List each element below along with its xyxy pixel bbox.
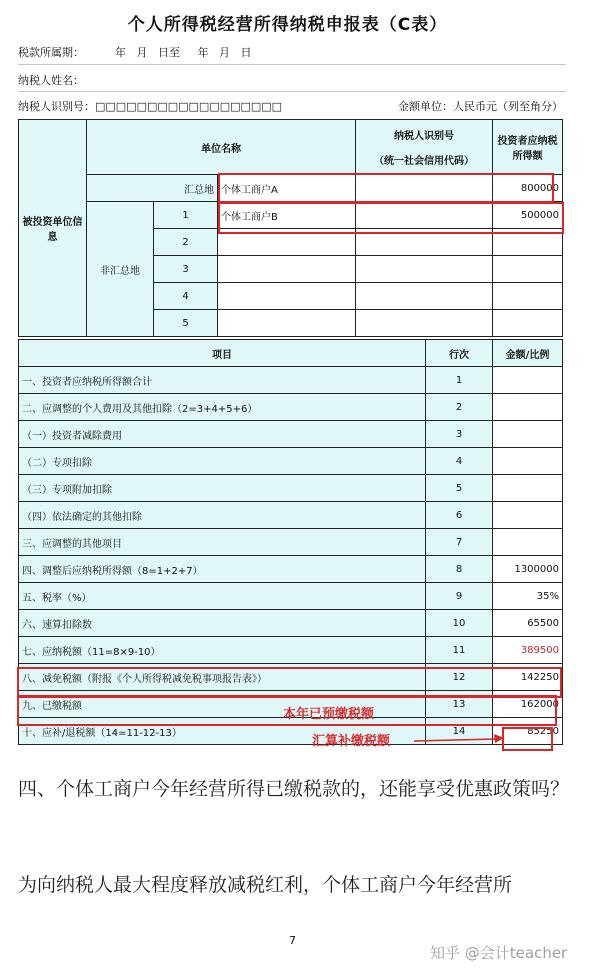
col-unit-name: 单位名称 — [87, 120, 356, 175]
item-label: 四、调整后应纳税所得额（8=1+2+7） — [19, 556, 426, 583]
summary-unit-name[interactable]: 个体工商户A — [218, 175, 356, 202]
line-no: 10 — [426, 610, 493, 637]
line-no: 3 — [426, 421, 493, 448]
arrow-icon — [414, 733, 506, 747]
line-no: 4 — [426, 448, 493, 475]
amount-cell[interactable] — [493, 421, 563, 448]
item-label: （四）依法确定的其他扣除 — [19, 502, 426, 529]
line-no: 14 — [426, 718, 493, 745]
income-cell[interactable] — [493, 229, 563, 256]
body-paragraph: 为向纳税人最大程度释放减税红利，个体工商户今年经营所 — [18, 874, 513, 896]
item-label: 三、应调整的其他项目 — [19, 529, 426, 556]
line-no: 13 — [426, 691, 493, 718]
tax-period-dates: 年 月 日至 年 月 日 — [115, 46, 252, 59]
summary-label: 汇总地 — [87, 175, 218, 202]
col-item: 项目 — [19, 340, 426, 367]
line-no: 7 — [426, 529, 493, 556]
divider — [18, 91, 566, 92]
form-title: 个人所得税经营所得纳税申报表（C表） — [127, 15, 448, 35]
item-label: 十、应补/退税额（14=11-12-13） — [19, 718, 426, 745]
row-no: 4 — [154, 283, 218, 310]
line-no: 6 — [426, 502, 493, 529]
watermark: 知乎 @会计teacher — [430, 944, 568, 962]
row-no: 2 — [154, 229, 218, 256]
taxid-cell[interactable] — [356, 202, 493, 229]
row-no: 1 — [154, 202, 218, 229]
non-summary-label: 非汇总地 — [87, 202, 154, 337]
item-label: 一、投资者应纳税所得额合计 — [19, 367, 426, 394]
col-line: 行次 — [426, 340, 493, 367]
line-no: 9 — [426, 583, 493, 610]
item-label: （一）投资者减除费用 — [19, 421, 426, 448]
taxpayer-name-label: 纳税人姓名： — [18, 74, 84, 87]
unit-name-cell[interactable] — [218, 229, 356, 256]
line-no: 8 — [426, 556, 493, 583]
taxid-cell[interactable] — [356, 310, 493, 337]
col-income: 投资者应纳税所得额 — [493, 120, 563, 175]
line-no: 11 — [426, 637, 493, 664]
investee-info-table — [18, 119, 563, 337]
tax-period-label: 税款所属期： — [18, 46, 84, 59]
amount-cell[interactable]: 1300000 — [493, 556, 563, 583]
item-label: 五、税率（%） — [19, 583, 426, 610]
amount-cell[interactable]: 142250 — [493, 664, 563, 691]
item-label: 九、已缴税额 — [19, 691, 426, 718]
taxpayer-id-row — [18, 98, 563, 114]
amount-cell[interactable]: 85250 — [493, 718, 563, 745]
row-no: 3 — [154, 256, 218, 283]
page-number: 7 — [289, 934, 296, 947]
income-cell[interactable] — [493, 256, 563, 283]
amount-cell[interactable]: 389500 — [493, 637, 563, 664]
col-taxid — [356, 120, 493, 175]
item-label: 八、减免税额（附报《个人所得税减免税事项报告表》） — [19, 664, 426, 691]
taxid-cell[interactable] — [356, 283, 493, 310]
section-heading: 四、个体工商户今年经营所得已缴税款的，还能享受优惠政策吗？ — [18, 778, 570, 800]
taxpayer-id-label: 纳税人识别号：□□□□□□□□□□□□□□□□□□ — [18, 100, 283, 113]
col-taxid-line2: （统一社会信用代码） — [374, 156, 475, 167]
divider — [18, 64, 566, 65]
row-no: 5 — [154, 310, 218, 337]
summary-taxid[interactable] — [356, 175, 493, 202]
unit-name-cell[interactable] — [218, 283, 356, 310]
tax-period-row — [18, 44, 252, 60]
item-label: 二、应调整的个人费用及其他扣除（2=3+4+5+6） — [19, 394, 426, 421]
amount-cell[interactable] — [493, 367, 563, 394]
amount-cell[interactable] — [493, 502, 563, 529]
item-label: 七、应纳税额（11=8×9-10） — [19, 637, 426, 664]
taxid-cell[interactable] — [356, 256, 493, 283]
item-label: （三）专项附加扣除 — [19, 475, 426, 502]
amount-cell[interactable] — [493, 475, 563, 502]
taxid-cell[interactable] — [356, 229, 493, 256]
line-no: 1 — [426, 367, 493, 394]
amount-cell[interactable]: 162000 — [493, 691, 563, 718]
col-amount: 金额/比例 — [493, 340, 563, 367]
line-no: 5 — [426, 475, 493, 502]
amount-cell[interactable] — [493, 448, 563, 475]
amount-cell[interactable] — [493, 529, 563, 556]
summary-income[interactable]: 800000 — [493, 175, 563, 202]
col-taxid-line1: 纳税人识别号 — [394, 131, 455, 142]
line-no: 2 — [426, 394, 493, 421]
unit-name-cell[interactable] — [218, 256, 356, 283]
line-no: 12 — [426, 664, 493, 691]
income-cell[interactable]: 500000 — [493, 202, 563, 229]
unit-name-cell[interactable] — [218, 310, 356, 337]
item-label: （二）专项扣除 — [19, 448, 426, 475]
income-cell[interactable] — [493, 310, 563, 337]
settle-annotation: 汇算补缴税额 — [312, 734, 391, 749]
item-label: 六、速算扣除数 — [19, 610, 426, 637]
tax-items-table — [18, 339, 563, 745]
income-cell[interactable] — [493, 283, 563, 310]
amount-cell[interactable]: 35% — [493, 583, 563, 610]
amount-cell[interactable] — [493, 394, 563, 421]
unit-name-cell[interactable]: 个体工商户B — [218, 202, 356, 229]
currency-unit-label: 金额单位：人民币元（列至角分） — [398, 100, 563, 113]
investee-section-label: 被投资单位信息 — [19, 120, 87, 337]
amount-cell[interactable]: 65500 — [493, 610, 563, 637]
prepaid-annotation: 本年已预缴税额 — [283, 707, 375, 722]
